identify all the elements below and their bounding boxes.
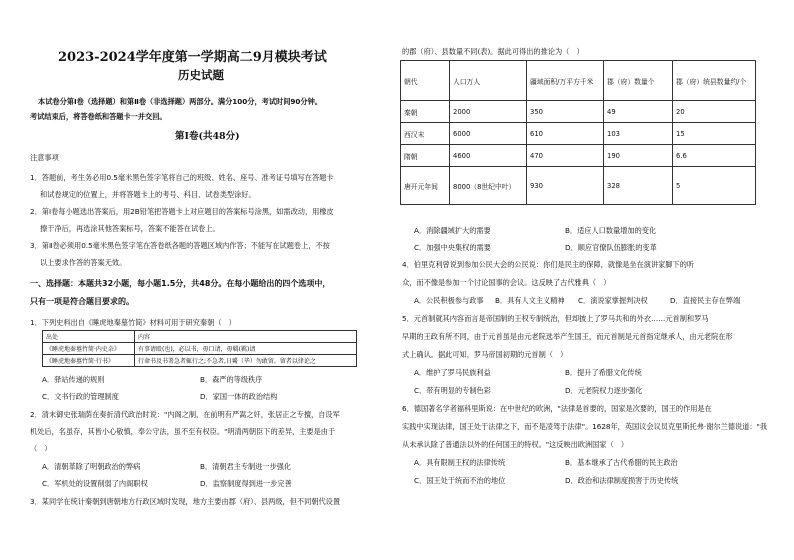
table-row <box>401 123 756 145</box>
table-header-cell: 出处 <box>43 331 135 343</box>
q1-option-c: C．文书行政的管理制度 <box>42 392 119 401</box>
q1-option-a: A．驿站传递的规则 <box>42 375 105 384</box>
table-cell: 8000（8世纪中叶） <box>450 167 527 205</box>
table-cell: 有事请殴(也)，必以书，毋口请，毋羁(羁)请 <box>135 343 357 355</box>
q5-option-d: D．元老院权力逐步强化 <box>565 386 643 395</box>
right-column <box>400 0 770 560</box>
table-header-row <box>43 331 357 343</box>
q5-line: 5．元首制就其内容而言是帝国制的王权专制统治，但却披上了罗马共和的外衣……元首制和罗马 <box>402 314 709 323</box>
table-header-cell: 疆域面积/万平方千米 <box>527 61 604 101</box>
q5-option-b: B．提升了希腊文化传统 <box>565 368 642 377</box>
q2-option-c: C．军机处的设置削弱了内阁职权 <box>42 479 148 488</box>
q3-continuation: 的郡（府）、县数量不同(表)。据此可得出的推论为（ ） <box>402 47 584 56</box>
q6-option-a: A．具有限制王权的法律传统 <box>414 458 506 467</box>
intro-line-2: 考试结束后，将答卷纸和答题卡一并交回。 <box>30 112 167 121</box>
table-row <box>43 355 357 367</box>
table-cell: 350 <box>527 101 604 123</box>
table-cell: 隋朝 <box>401 145 450 167</box>
q6-line: 实践中实现法律，国王处于法律之下，而不是凌驾于法律"。1628年，英国议会议员克里斯托弗·谢尔兰德说道："我 <box>402 422 768 431</box>
table-cell: 470 <box>527 145 604 167</box>
exam-title: 2023-2024学年度第一学期高二9月模块考试 <box>58 50 327 65</box>
q4-line: 4．伯里克利曾说到参加公民大会的公民说：你们是民主的保障，就像是坐在演讲家脚下的听 <box>402 260 695 269</box>
q5-line: 式上确认。据此可知，罗马帝国初期的元首制（ ） <box>402 350 568 359</box>
table-cell: 2000 <box>450 101 527 123</box>
q4-option-a: A．公民积极参与政事 <box>414 296 484 305</box>
table-header-row <box>401 61 756 101</box>
q2-option-d: D．监察制度得到进一步完善 <box>200 479 292 488</box>
q3-option-a: A．消除疆域扩大的需要 <box>414 226 491 235</box>
q1-option-b: B．森严的等级秩序 <box>200 375 263 384</box>
q3-option-b: B．适应人口数量增加的变化 <box>565 226 657 235</box>
note-line: 1．答题前，考生务必用0.5毫米黑色签字笔将自己的班级、姓名、座号、准考证号填写在答题卡 <box>30 173 334 182</box>
note-line: 3．第Ⅱ卷必须用0.5毫米黑色签字笔在答卷纸各题的答题区域内作答；不能写在试题卷上，不按 <box>30 241 330 250</box>
table-cell: 15 <box>673 123 756 145</box>
section1-line-2: 只有一项是符合题目要求的。 <box>30 297 134 306</box>
section1-line-1: 一、选择题：本题共32小题，每小题1.5分，共48分。在每小题给出的四个选项中， <box>30 279 331 288</box>
q2-line: 2．清末御史张瑞荫在奏折清代政治时说："内阁之制，在前明有严嵩之奸，张居正之专擅，自设军 <box>30 410 340 419</box>
q3-line: 3．某同学在统计秦朝到唐朝地方行政区域时发现，地方主要由郡（府）、县两级，但不同朝代设置 <box>30 497 341 506</box>
note-line: 以上要求作答的答案无效。 <box>40 258 127 267</box>
table-row <box>401 145 756 167</box>
q1-option-d: D．家国一体的政治结构 <box>200 392 278 401</box>
q3-dynasty-table <box>400 60 756 205</box>
note-line: 2．第Ⅰ卷每小题选出答案后，用2B铅笔把答题卡上对应题目的答案标号涂黑，如需改动，用橡皮 <box>30 207 334 216</box>
part1-title: 第Ⅰ卷(共48分) <box>175 131 240 142</box>
table-cell: 930 <box>527 167 604 205</box>
q6-line: 从未承认除了普通法以外的任何国王的特权。"这反映出欧洲国家（ ） <box>402 440 629 449</box>
table-row <box>43 343 357 355</box>
q5-line: 早期的王政有所不同，由于元首虽是由元老院选举产生国王，而元首制是元首指定继承人，由元老院在形 <box>402 332 733 341</box>
table-cell: 610 <box>527 123 604 145</box>
q2-option-b: B．清朝君主专制进一步强化 <box>200 462 292 471</box>
q6-option-d: D．政治和法律制度损害于历史传统 <box>565 476 679 485</box>
q3-option-c: C．加强中央集权的需要 <box>414 243 491 252</box>
table-cell: 103 <box>604 123 673 145</box>
table-cell: 190 <box>604 145 673 167</box>
q4-option-d: D．直接民主存在弊端 <box>670 296 741 305</box>
table-cell: 49 <box>604 101 673 123</box>
table-cell: 6000 <box>450 123 527 145</box>
q3-option-d: D．顺应官僚队伍膨胀的变革 <box>565 243 657 252</box>
table-header-cell: 内容 <box>135 331 357 343</box>
table-cell: 西汉末 <box>401 123 450 145</box>
table-header-cell: 郡（府）统县数量约/个 <box>673 61 756 101</box>
note-line: 和试卷规定的位置上，并将答题卡上的考号、科目、试卷类型涂好。 <box>40 190 256 199</box>
q1-source-table <box>42 330 357 367</box>
table-cell: 唐开元年间 <box>401 167 450 205</box>
table-cell: 行命书及书署急者辄行之;不急者,日觱（毕）勿敢留。留者以律论之 <box>135 355 357 367</box>
table-cell: 秦朝 <box>401 101 450 123</box>
q5-option-c: C．带有明显的专制色彩 <box>414 386 491 395</box>
table-row <box>401 101 756 123</box>
intro-line-1: 本试卷分第Ⅰ卷（选择题）和第Ⅱ卷（非选择题）两部分。满分100分，考试时间90分钟。 <box>38 97 322 106</box>
q2-line: （ ） <box>30 444 52 453</box>
table-row <box>401 167 756 205</box>
q1-stem: 1．下列史料出自《睡虎地秦墓竹简》材料可用于研究秦朝（ ） <box>30 318 236 327</box>
table-cell: 4600 <box>450 145 527 167</box>
table-header-cell: 朝代 <box>401 61 450 101</box>
q6-option-c: C．国王处于统而不治的地位 <box>414 476 506 485</box>
table-cell: 328 <box>604 167 673 205</box>
table-cell: 20 <box>673 101 756 123</box>
table-cell: 《睡虎地秦墓竹简·行书》 <box>43 355 135 367</box>
table-cell: 5 <box>673 167 756 205</box>
table-header-cell: 郡（府）数量个 <box>604 61 673 101</box>
q6-line: 6．德国著名学者福科里斯说：在中世纪的欧洲，"法律是首要的，国家是次要的，国王的作用是在 <box>402 404 712 413</box>
table-header-cell: 人口万人 <box>450 61 527 101</box>
q4-option-b: B．具有人文主义精神 <box>495 296 565 305</box>
table-cell: 《睡虎地秦墓竹简·内史杂》 <box>43 343 135 355</box>
q5-option-a: A．维护了罗马民族利益 <box>414 368 491 377</box>
note-line: 擦干净后，再选涂其他答案标号，答案不能答在试卷上。 <box>40 224 220 233</box>
q4-line: 众，而不像是参加一个讨论国事的会议。这反映了古代雅典（ ） <box>402 278 611 287</box>
notes-label: 注意事项 <box>30 153 59 162</box>
q2-option-a: A．清朝革除了明朝政治的弊病 <box>42 462 141 471</box>
left-column <box>30 0 387 560</box>
table-cell: 6.6 <box>673 145 756 167</box>
q6-option-b: B．基本继承了古代希腊的民主政治 <box>565 458 678 467</box>
q4-option-c: C．演说家掌握判决权 <box>578 296 648 305</box>
exam-subtitle: 历史试题 <box>178 68 224 82</box>
q2-line: 机处后，名虽存，其皆小心敬慎，奉公守法，虽不至有权臣。"明清两朝臣下的差异，主要是由于 <box>30 427 336 436</box>
